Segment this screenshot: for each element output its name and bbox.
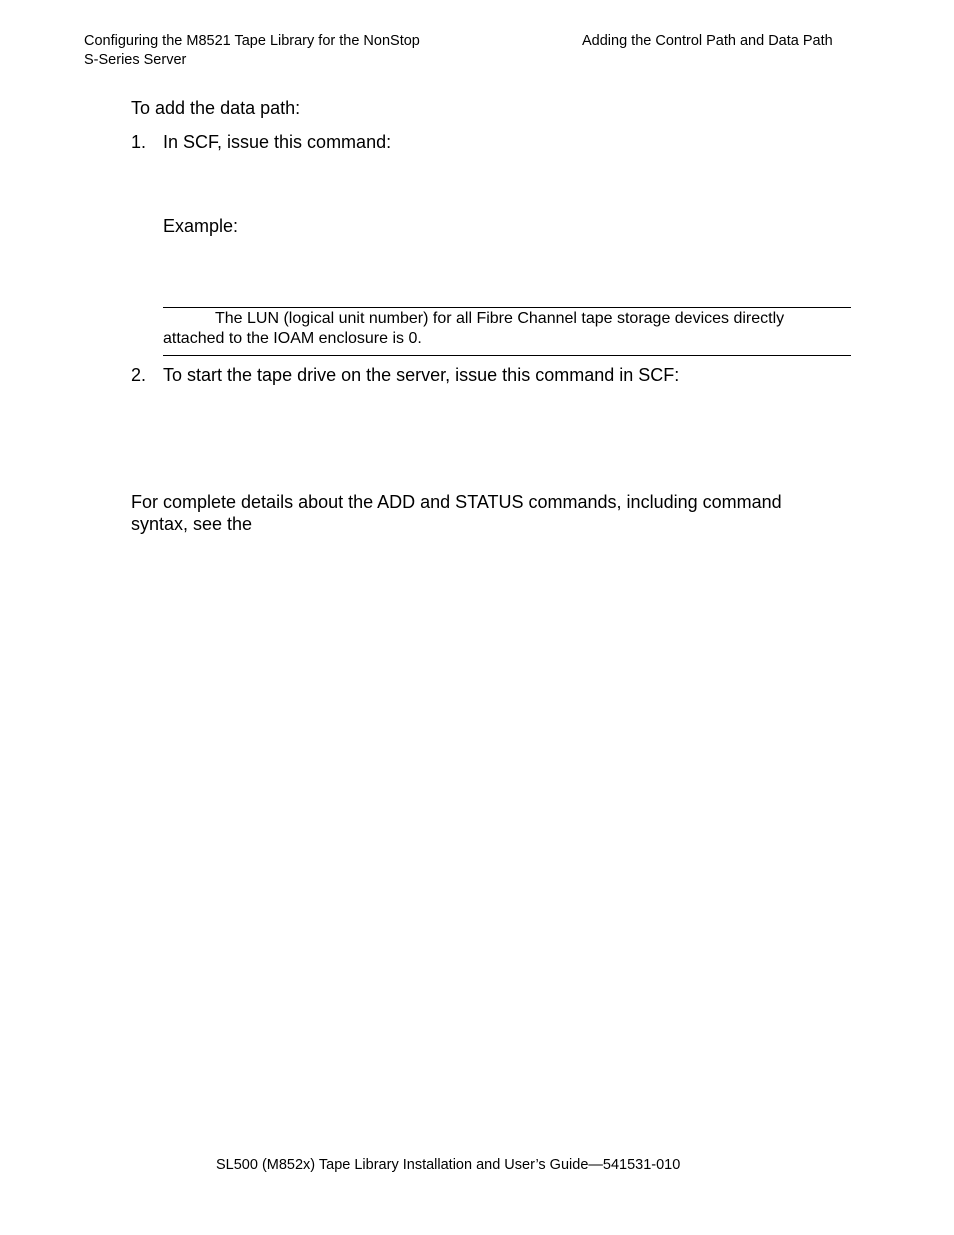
step-2-number: 2. [131, 365, 147, 385]
step-2-text: To start the tape drive on the server, issue this command in SCF: [163, 365, 680, 385]
note-top-rule [163, 307, 851, 308]
header-chapter-title-line2: S-Series Server [84, 52, 187, 68]
intro-paragraph: To add the data path: [131, 98, 301, 118]
note-bottom-rule [163, 355, 851, 356]
note-line-1: The LUN (logical unit number) for all Fibre Channel tape storage devices directly [215, 310, 785, 327]
closing-paragraph [131, 491, 782, 535]
step-1-number: 1. [131, 132, 147, 152]
closing-line-1: For complete details about the ADD and STATUS commands, including command [131, 492, 782, 512]
header-section-title: Adding the Control Path and Data Path [582, 33, 833, 49]
example-label: Example: [163, 216, 239, 236]
page-footer: SL500 (M852x) Tape Library Installation and User’s Guide—541531-010 [216, 1157, 681, 1173]
header-chapter-title-line1: Configuring the M8521 Tape Library for the NonStop [84, 33, 420, 49]
closing-line-2: syntax, see the [131, 514, 253, 534]
note-line-2: attached to the IOAM enclosure is 0. [163, 330, 422, 347]
step-1-text: In SCF, issue this command: [163, 132, 392, 152]
running-header-left [84, 32, 420, 70]
